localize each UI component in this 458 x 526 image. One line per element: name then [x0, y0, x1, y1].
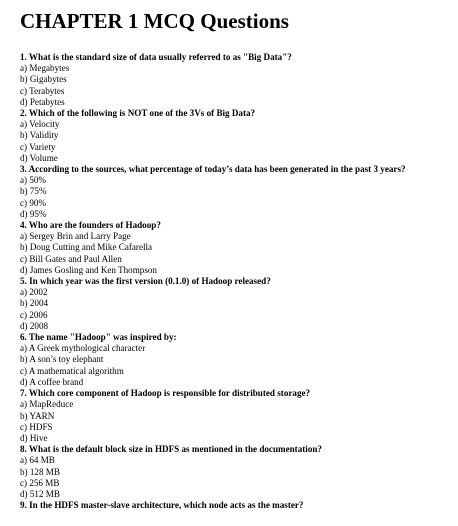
question-text: 1. What is the standard size of data usually referred to as "Big Data"?	[20, 52, 292, 62]
answer-option: b) 75%	[20, 186, 47, 197]
answer-option: d) 95%	[20, 208, 47, 219]
answer-option: a) 64 MB	[20, 455, 55, 466]
answer-option: b) 2004	[20, 298, 49, 309]
question-text: 9. In the HDFS master-slave architecture, which node acts as the master?	[20, 500, 304, 511]
answer-option: a) 50%	[20, 175, 47, 186]
answer-option: c) A mathematical algorithm	[20, 365, 124, 376]
answer-option: c) 90%	[20, 197, 47, 208]
answer-option: a) MapReduce	[20, 399, 74, 410]
answer-option: a) Sergey Brin and Larry Page	[20, 231, 131, 242]
question-block	[20, 220, 438, 276]
answer-option: c) HDFS	[20, 421, 53, 432]
answer-option: c) Bill Gates and Paul Allen	[20, 253, 122, 264]
question-text: 8. What is the default block size in HDFS as mentioned in the documentation?	[20, 444, 322, 455]
page-title: CHAPTER 1 MCQ Questions	[20, 9, 289, 33]
answer-option: b) Doug Cutting and Mike Cafarella	[20, 242, 153, 253]
question-text: 6. The name "Hadoop" was inspired by:	[20, 332, 177, 343]
answer-option: d) James Gosling and Ken Thompson	[20, 264, 157, 275]
answer-option: a) A Greek mythological character	[20, 343, 146, 354]
answer-option: d) Volume	[20, 152, 58, 163]
question-block	[20, 332, 438, 388]
question-block	[20, 108, 438, 164]
question-text: 5. In which year was the first version (0.1.0) of Hadoop released?	[20, 276, 271, 287]
answer-option: c) 256 MB	[20, 477, 60, 488]
answer-option: a) Velocity	[20, 119, 60, 130]
answer-option: b) 128 MB	[20, 466, 60, 477]
answer-option: b) Validity	[20, 130, 59, 141]
answer-option: a) 2002	[20, 287, 48, 298]
answer-option: d) 512 MB	[20, 488, 60, 499]
answer-option: d) Hive	[20, 432, 48, 443]
question-text: 7. Which core component of Hadoop is responsible for distributed storage?	[20, 388, 311, 399]
question-block	[20, 276, 438, 332]
answer-option: c) 2006	[20, 309, 48, 320]
answer-option: a) Megabytes	[20, 63, 70, 74]
question-block	[20, 500, 438, 511]
question-block	[20, 444, 438, 500]
question-block	[20, 52, 438, 108]
question-text: 3. According to the sources, what percentage of today’s data has been generated in the past 3 years?	[20, 164, 406, 175]
answer-option: b) Gigabytes	[20, 74, 67, 85]
answer-option: c) Variety	[20, 141, 56, 152]
question-block	[20, 164, 438, 220]
answer-option: d) Petabytes	[20, 96, 65, 107]
question-list	[20, 52, 438, 511]
question-text: 4. Who are the founders of Hadoop?	[20, 220, 161, 231]
question-text: 2. Which of the following is NOT one of the 3Vs of Big Data?	[20, 108, 256, 119]
question-block	[20, 388, 438, 444]
answer-option: c) Terabytes	[20, 85, 65, 96]
answer-option: d) A coffee brand	[20, 376, 84, 387]
answer-option: b) A son’s toy elephant	[20, 354, 104, 365]
answer-option: b) YARN	[20, 410, 55, 421]
answer-option: d) 2008	[20, 320, 49, 331]
